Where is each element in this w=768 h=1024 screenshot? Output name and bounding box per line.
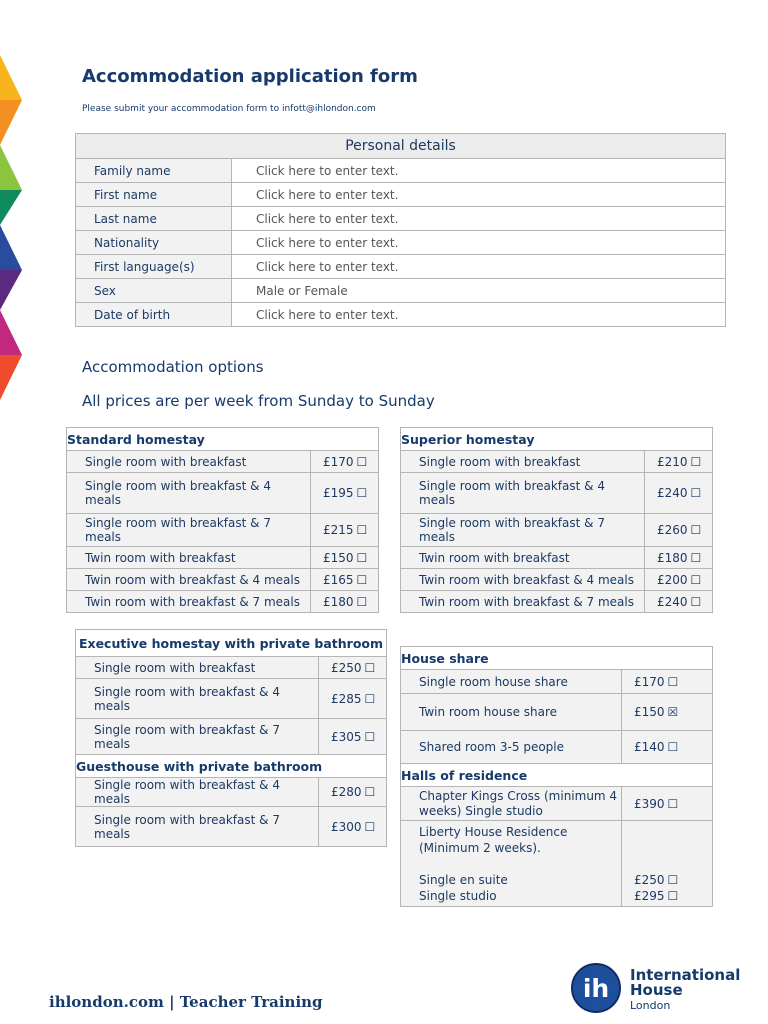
option-label: Single room with breakfast & 4 meals	[67, 473, 311, 514]
checkbox-icon[interactable]: ☐	[356, 486, 368, 500]
option-label: Twin room with breakfast & 7 meals	[67, 591, 311, 613]
option-price: £390 ☐	[622, 787, 713, 821]
table-row	[401, 591, 713, 613]
table-row	[76, 303, 726, 327]
checked-checkbox-icon[interactable]: ☒	[667, 705, 679, 719]
first-name-label: First name	[76, 183, 232, 207]
accommodation-options-heading: Accommodation options	[82, 358, 264, 376]
table-row	[76, 279, 726, 303]
option-label: Single room house share	[401, 670, 622, 694]
checkbox-icon[interactable]: ☐	[356, 594, 368, 609]
logo-mark: ih	[582, 974, 610, 1003]
personal-details-heading: Personal details	[76, 134, 726, 159]
first-language-label: First language(s)	[76, 255, 232, 279]
logo-line-international: International	[630, 966, 741, 984]
brand-logo-text	[630, 968, 740, 1013]
option-price: £305 ☐	[319, 719, 387, 755]
date-of-birth-field[interactable]: Click here to enter text.	[232, 303, 726, 327]
checkbox-icon[interactable]: ☐	[356, 523, 368, 537]
option-price: £165 ☐	[311, 569, 379, 591]
table-row	[76, 159, 726, 183]
first-language-field[interactable]: Click here to enter text.	[232, 255, 726, 279]
option-price: £170 ☐	[622, 670, 713, 694]
option-label: Single en suite	[419, 873, 508, 887]
option-label: Single room with breakfast & 4 meals	[76, 778, 319, 807]
checkbox-icon[interactable]: ☐	[667, 873, 679, 887]
table-row	[401, 787, 713, 821]
option-price: £180 ☐	[645, 547, 713, 569]
option-label: Single room with breakfast & 4 meals	[76, 679, 319, 719]
table-row	[67, 547, 379, 569]
liberty-house-cell	[401, 821, 622, 907]
checkbox-icon[interactable]: ☐	[356, 454, 368, 469]
checkbox-icon[interactable]: ☐	[690, 550, 702, 565]
table-row	[76, 255, 726, 279]
option-label: Single room with breakfast & 7 meals	[67, 514, 311, 547]
superior-homestay-table	[400, 427, 713, 613]
first-name-field[interactable]: Click here to enter text.	[232, 183, 726, 207]
table-row	[401, 821, 713, 907]
footer-text: ihlondon.com | Teacher Training	[49, 993, 323, 1011]
halls-of-residence-title: Halls of residence	[401, 764, 713, 787]
standard-homestay-title: Standard homestay	[67, 428, 379, 451]
table-row	[67, 514, 379, 547]
option-label: Twin room house share	[401, 694, 622, 731]
checkbox-icon[interactable]: ☐	[364, 660, 376, 675]
table-row	[67, 569, 379, 591]
table-row	[401, 473, 713, 514]
checkbox-icon[interactable]: ☐	[356, 572, 368, 587]
checkbox-icon[interactable]: ☐	[364, 691, 376, 706]
decorative-color-stripe	[0, 55, 22, 400]
option-label: Single room with breakfast & 7 meals	[76, 807, 319, 847]
guesthouse-title: Guesthouse with private bathroom	[76, 755, 387, 778]
checkbox-icon[interactable]: ☐	[690, 523, 702, 537]
option-price: £260 ☐	[645, 514, 713, 547]
table-row	[401, 694, 713, 731]
option-label: Single room with breakfast	[67, 451, 311, 473]
checkbox-icon[interactable]: ☐	[364, 785, 376, 799]
checkbox-icon[interactable]: ☐	[667, 674, 679, 689]
option-price: £300 ☐	[319, 807, 387, 847]
checkbox-icon[interactable]: ☐	[356, 550, 368, 565]
table-row	[401, 569, 713, 591]
sex-label: Sex	[76, 279, 232, 303]
submission-instruction: Please submit your accommodation form to infott@ihlondon.com	[82, 104, 376, 114]
option-price: £240 ☐	[645, 473, 713, 514]
option-label: Single room with breakfast & 4 meals	[401, 473, 645, 514]
price-note: All prices are per week from Sunday to Sunday	[82, 392, 435, 410]
option-label: Twin room with breakfast & 4 meals	[401, 569, 645, 591]
last-name-field[interactable]: Click here to enter text.	[232, 207, 726, 231]
house-share-title: House share	[401, 647, 713, 670]
logo-line-house: House	[630, 981, 683, 999]
checkbox-icon[interactable]: ☐	[667, 740, 679, 754]
family-name-label: Family name	[76, 159, 232, 183]
checkbox-icon[interactable]: ☐	[364, 819, 376, 834]
option-label: Single room with breakfast & 7 meals	[76, 719, 319, 755]
checkbox-icon[interactable]: ☐	[364, 729, 376, 744]
family-name-field[interactable]: Click here to enter text.	[232, 159, 726, 183]
standard-homestay-table	[66, 427, 379, 613]
checkbox-icon[interactable]: ☐	[690, 572, 702, 587]
option-price: £200 ☐	[645, 569, 713, 591]
table-row	[76, 231, 726, 255]
option-label: Single room with breakfast	[76, 657, 319, 679]
option-price: £215 ☐	[311, 514, 379, 547]
last-name-label: Last name	[76, 207, 232, 231]
option-price: £250 ☐ £295 ☐	[622, 821, 713, 907]
house-share-table	[400, 646, 713, 907]
checkbox-icon[interactable]: ☐	[667, 796, 679, 811]
option-label: Shared room 3-5 people	[401, 731, 622, 764]
table-row	[401, 451, 713, 473]
checkbox-icon[interactable]: ☐	[667, 889, 679, 903]
table-row	[76, 778, 387, 807]
table-row	[76, 719, 387, 755]
table-row	[76, 807, 387, 847]
nationality-field[interactable]: Click here to enter text.	[232, 231, 726, 255]
option-label: Twin room with breakfast & 4 meals	[67, 569, 311, 591]
table-row	[401, 547, 713, 569]
option-price: £240 ☐	[645, 591, 713, 613]
option-label: Single room with breakfast & 7 meals	[401, 514, 645, 547]
executive-homestay-table	[75, 629, 387, 847]
checkbox-icon[interactable]: ☐	[690, 454, 702, 469]
table-row	[76, 679, 387, 719]
option-price: £210 ☐	[645, 451, 713, 473]
table-row	[67, 591, 379, 613]
page-title: Accommodation application form	[82, 66, 418, 87]
table-row	[76, 657, 387, 679]
sex-field[interactable]: Male or Female	[232, 279, 726, 303]
table-row	[76, 207, 726, 231]
option-label: Chapter Kings Cross (minimum 4 weeks) Single studio	[401, 787, 622, 821]
table-row	[67, 473, 379, 514]
checkbox-icon[interactable]: ☐	[690, 594, 702, 609]
table-row	[401, 731, 713, 764]
table-row	[67, 451, 379, 473]
table-row	[401, 670, 713, 694]
option-label: Single room with breakfast	[401, 451, 645, 473]
option-label: Twin room with breakfast & 7 meals	[401, 591, 645, 613]
option-price: £170 ☐	[311, 451, 379, 473]
checkbox-icon[interactable]: ☐	[690, 486, 702, 500]
table-row	[401, 514, 713, 547]
executive-homestay-title: Executive homestay with private bathroom	[76, 630, 387, 657]
option-price: £150 ☒	[622, 694, 713, 731]
option-price: £285 ☐	[319, 679, 387, 719]
date-of-birth-label: Date of birth	[76, 303, 232, 327]
option-price: £150 ☐	[311, 547, 379, 569]
option-price: £140 ☐	[622, 731, 713, 764]
option-label: Single studio	[419, 889, 497, 903]
option-price: £195 ☐	[311, 473, 379, 514]
nationality-label: Nationality	[76, 231, 232, 255]
option-price: £280 ☐	[319, 778, 387, 807]
personal-details-table	[75, 133, 726, 327]
option-price: £250 ☐	[319, 657, 387, 679]
option-label: Twin room with breakfast	[67, 547, 311, 569]
logo-line-london: London	[630, 999, 671, 1012]
option-label: Twin room with breakfast	[401, 547, 645, 569]
option-price: £180 ☐	[311, 591, 379, 613]
superior-homestay-title: Superior homestay	[401, 428, 713, 451]
table-row	[76, 183, 726, 207]
option-label: Liberty House Residence (Minimum 2 weeks).	[419, 825, 568, 855]
